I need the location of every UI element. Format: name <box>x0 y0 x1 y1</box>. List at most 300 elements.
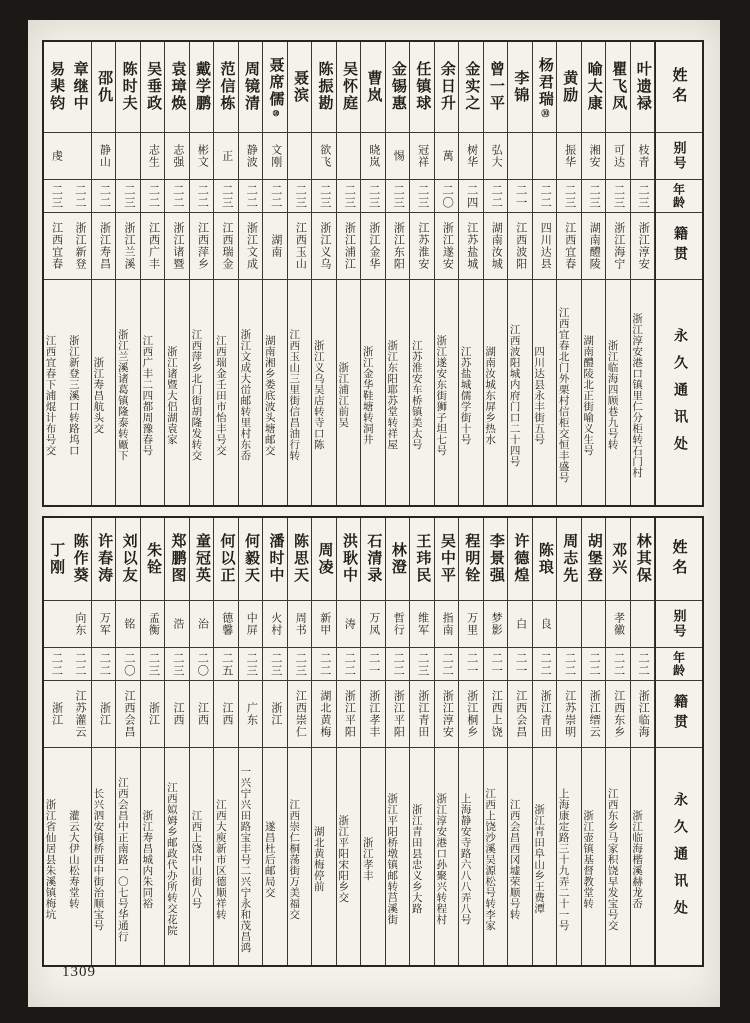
person-name: 瞿飞凤 <box>610 61 627 112</box>
person-age: 二二 <box>98 183 111 209</box>
person-name-cell <box>263 42 286 133</box>
person-age: 二三 <box>416 651 429 677</box>
person-age: 二一 <box>514 183 527 209</box>
person-alias-cell <box>239 601 262 648</box>
person-name: 金锡惠 <box>389 61 406 112</box>
person-address-cell <box>582 280 605 505</box>
person-address: 江西宜春北门外栗村信柜交恒丰盛号 <box>557 307 569 483</box>
person-name: 曹岚 <box>365 69 382 104</box>
person-column <box>484 518 508 965</box>
person-name: 叶遗禄 <box>634 61 651 112</box>
person-native-place: 江西广丰 <box>147 222 160 270</box>
person-age-cell <box>410 648 433 681</box>
registry-table-top <box>42 40 704 507</box>
person-address: 长兴泗安镇桥西中街治顺宝号 <box>92 787 104 931</box>
person-native-cell <box>361 681 384 748</box>
person-address-cell <box>92 748 115 965</box>
person-name: 金实之 <box>463 61 480 112</box>
person-alias: 周书 <box>294 612 307 636</box>
person-age: 二二 <box>269 183 282 209</box>
person-native-place: 江西萍乡 <box>196 222 209 270</box>
person-column <box>263 42 287 505</box>
person-age: 二四 <box>465 183 478 209</box>
person-address: 浙江淳安港口镇里仁分柜转石门村 <box>631 312 643 478</box>
person-alias-cell <box>533 133 556 180</box>
person-alias-cell <box>92 133 115 180</box>
person-address-cell <box>239 280 262 505</box>
person-address-cell <box>410 748 433 965</box>
person-address: 上海康定路三十九弄二十一号 <box>557 787 569 931</box>
person-native-place: 浙江临海 <box>637 690 650 738</box>
person-name-cell <box>582 518 605 601</box>
person-address-cell <box>386 280 409 505</box>
person-column <box>410 518 434 965</box>
person-name: 章继中 <box>71 61 88 112</box>
person-alias: 涛 <box>343 618 356 630</box>
person-age: 二〇 <box>196 651 209 677</box>
person-address-cell <box>435 748 458 965</box>
person-age: 二三 <box>563 183 576 209</box>
person-address-cell <box>288 280 311 505</box>
person-native-cell <box>239 681 262 748</box>
person-address: 湖南汝城东屏乡热水 <box>484 345 496 445</box>
person-column <box>67 42 91 505</box>
person-native-cell <box>263 213 286 280</box>
person-alias-cell <box>67 133 90 180</box>
person-name: 范信栋 <box>218 61 235 112</box>
person-alias: 湘安 <box>588 144 601 168</box>
person-address: 浙江文成大峃邮转里村东岙 <box>239 329 251 461</box>
person-alias: 欲飞 <box>318 144 331 168</box>
person-native-place: 四川达县 <box>539 222 552 270</box>
person-age: 二二 <box>50 651 63 677</box>
person-age-cell <box>141 180 164 213</box>
person-alias: 万凤 <box>367 612 380 636</box>
header-alias <box>656 601 702 648</box>
person-address-cell <box>459 280 482 505</box>
scanned-page <box>28 20 720 1007</box>
person-name: 曾一平 <box>487 61 504 112</box>
person-name: 丁刚 <box>48 541 65 576</box>
person-name: 吴垂政 <box>145 61 162 112</box>
person-column <box>165 42 189 505</box>
person-native-cell <box>631 213 654 280</box>
person-age-cell <box>239 180 262 213</box>
header-native-label: 籍贯 <box>672 226 687 266</box>
person-alias: 浩 <box>171 618 184 630</box>
person-age-cell <box>484 180 507 213</box>
person-name: 郑鹏图 <box>169 533 186 584</box>
person-native-place: 浙江兰溪 <box>123 222 136 270</box>
header-name-label: 姓名 <box>670 67 687 107</box>
person-address-cell <box>44 748 67 965</box>
person-address-cell <box>263 280 286 505</box>
person-column <box>484 42 508 505</box>
person-column <box>582 42 606 505</box>
person-age-cell <box>165 180 188 213</box>
person-native-cell <box>190 681 213 748</box>
person-age-cell <box>288 648 311 681</box>
person-native-place: 浙江青田 <box>416 690 429 738</box>
header-name-label: 姓名 <box>670 539 687 579</box>
person-name-cell <box>410 518 433 601</box>
person-name-cell <box>67 42 90 133</box>
person-age-cell <box>606 180 629 213</box>
person-age: 二三 <box>220 183 233 209</box>
person-column <box>116 518 140 965</box>
person-native-cell <box>533 681 556 748</box>
person-address-cell <box>361 280 384 505</box>
person-age: 二三 <box>343 183 356 209</box>
person-native-place: 江西玉山 <box>294 222 307 270</box>
person-age: 二二 <box>318 651 331 677</box>
person-name-cell <box>533 42 556 133</box>
person-name: 刘以友 <box>120 533 137 584</box>
person-age-cell <box>337 180 360 213</box>
person-native-place: 浙江淳安 <box>441 690 454 738</box>
person-age: 二〇 <box>441 183 454 209</box>
person-column <box>533 518 557 965</box>
person-age-cell <box>631 648 654 681</box>
person-column <box>288 42 312 505</box>
person-native-cell <box>92 681 115 748</box>
person-age-cell <box>190 648 213 681</box>
person-address-cell <box>67 280 90 505</box>
person-address: 江西广丰二四都周豫春号 <box>141 334 153 456</box>
person-age: 二三 <box>294 651 307 677</box>
person-alias: 哲行 <box>392 612 405 636</box>
person-age: 二三 <box>612 183 625 209</box>
person-name: 李锦 <box>512 69 529 104</box>
person-age-cell <box>386 180 409 213</box>
person-native-cell <box>484 681 507 748</box>
person-alias-cell <box>410 601 433 648</box>
person-native-place: 江西上饶 <box>490 690 503 738</box>
person-age: 二二 <box>539 183 552 209</box>
person-age-cell <box>263 648 286 681</box>
person-column <box>92 518 116 965</box>
person-address: 江西波阳城内府门口二十四号 <box>508 323 520 467</box>
person-native-cell <box>410 681 433 748</box>
person-native-place: 浙江东阳 <box>392 222 405 270</box>
person-name-cell <box>288 518 311 601</box>
person-age: 二三 <box>294 183 307 209</box>
person-alias-cell <box>44 601 67 648</box>
person-native-cell <box>288 213 311 280</box>
person-address: 江苏盐城儒学街十号 <box>459 345 471 445</box>
person-name: 陈思天 <box>291 533 308 584</box>
person-alias-cell <box>386 133 409 180</box>
person-address-cell <box>312 280 335 505</box>
person-alias: 孝徽 <box>612 612 625 636</box>
person-alias-cell <box>631 133 654 180</box>
person-column <box>67 518 91 965</box>
person-address: 湖南醴陵北正街喻义生号 <box>582 334 594 456</box>
person-column <box>508 518 532 965</box>
person-alias: 树华 <box>465 144 478 168</box>
person-name-cell <box>239 42 262 133</box>
person-name: 许春涛 <box>96 533 113 584</box>
person-alias-cell <box>606 133 629 180</box>
person-native-place: 江苏崇明 <box>563 690 576 738</box>
person-age-cell <box>312 648 335 681</box>
person-age: 二三 <box>588 183 601 209</box>
person-name: 黄励 <box>561 69 578 104</box>
person-name-cell <box>116 518 139 601</box>
person-address: 浙江省仙居县朱溪镇梅坑 <box>44 798 56 920</box>
person-column <box>361 42 385 505</box>
person-address: 江西瑞金壬田市怡丰号交 <box>214 334 226 456</box>
person-alias-cell <box>435 133 458 180</box>
person-name-cell <box>190 42 213 133</box>
person-native-cell <box>337 681 360 748</box>
person-name-cell <box>459 42 482 133</box>
person-address-cell <box>459 748 482 965</box>
person-alias-cell <box>312 133 335 180</box>
person-age: 二一 <box>367 651 380 677</box>
person-address-cell <box>557 280 580 505</box>
person-column <box>361 518 385 965</box>
person-address: 四川达县永丰街五号 <box>533 345 545 445</box>
person-age: 二三 <box>245 651 258 677</box>
person-name: 程明铨 <box>463 533 480 584</box>
person-column <box>44 42 67 505</box>
person-name: 戴学鹏 <box>194 61 211 112</box>
person-address: 浙江义乌吴店转寺口陈 <box>312 340 324 450</box>
person-column <box>141 42 165 505</box>
person-age-cell <box>410 180 433 213</box>
person-native-cell <box>435 681 458 748</box>
person-address: 浙江青田阜山乡王费潭 <box>533 804 545 914</box>
person-age: 二三 <box>392 183 405 209</box>
person-alias-cell <box>288 133 311 180</box>
person-address: 江西上饶沙溪吴源松号转李家 <box>484 787 496 931</box>
header-alias <box>656 133 702 180</box>
person-alias-cell <box>386 601 409 648</box>
person-native-cell <box>386 213 409 280</box>
person-native-place: 湖南醴陵 <box>588 222 601 270</box>
person-name: 易棐钧 <box>48 61 65 112</box>
person-alias-cell <box>533 601 556 648</box>
person-age-cell <box>337 648 360 681</box>
person-name-cell <box>459 518 482 601</box>
header-age-label: 年龄 <box>671 651 686 677</box>
person-age-cell <box>67 648 90 681</box>
person-age-cell <box>44 648 67 681</box>
person-address-cell <box>533 280 556 505</box>
person-native-cell <box>484 213 507 280</box>
person-age: 二二 <box>563 651 576 677</box>
person-alias: 惕 <box>392 150 405 162</box>
person-age: 二二 <box>612 651 625 677</box>
person-native-cell <box>190 213 213 280</box>
header-age <box>656 180 702 213</box>
person-alias-cell <box>361 601 384 648</box>
person-native-cell <box>508 681 531 748</box>
person-age-cell <box>582 180 605 213</box>
person-address-cell <box>190 748 213 965</box>
header-age-label: 年龄 <box>671 183 686 209</box>
person-name: 陈作葵 <box>71 533 88 584</box>
person-alias-cell <box>92 601 115 648</box>
person-address: 浙江临海四顾巷九号转 <box>606 340 618 450</box>
person-alias: 静山 <box>98 144 111 168</box>
page-number: 1309 <box>62 964 96 980</box>
person-native-cell <box>116 213 139 280</box>
person-native-place: 江西东乡 <box>612 690 625 738</box>
person-native-cell <box>435 213 458 280</box>
person-age-cell <box>141 648 164 681</box>
person-native-cell <box>459 681 482 748</box>
person-native-cell <box>533 213 556 280</box>
person-address-cell <box>508 280 531 505</box>
person-address: 江西宜春下浦焜计布号交 <box>44 334 56 456</box>
person-age: 二二 <box>196 183 209 209</box>
person-alias: 德馨 <box>220 612 233 636</box>
person-age-cell <box>557 180 580 213</box>
person-address: 浙江青田县忠义乡大路 <box>410 804 422 914</box>
person-name-cell <box>165 42 188 133</box>
person-column <box>190 518 214 965</box>
person-native-cell <box>557 681 580 748</box>
person-age-cell <box>361 648 384 681</box>
person-column <box>312 42 336 505</box>
person-alias: 弘大 <box>490 144 503 168</box>
person-name: 李景强 <box>487 533 504 584</box>
person-address: 江西姒姆乡邮政代办所转交花院 <box>165 782 177 936</box>
person-address: 浙江诸暨大侣湖袁家 <box>165 345 177 445</box>
person-name: 吴怀庭 <box>340 61 357 112</box>
person-name-cell <box>606 518 629 601</box>
person-native-cell <box>312 681 335 748</box>
person-native-place: 浙江平阳 <box>343 690 356 738</box>
person-name-cell <box>214 518 237 601</box>
person-column <box>92 42 116 505</box>
person-name-cell <box>484 518 507 601</box>
person-address-cell <box>239 748 262 965</box>
table-header-column <box>655 42 702 505</box>
person-name-note: ⑩ <box>271 108 281 118</box>
person-name: 石清录 <box>365 533 382 584</box>
person-native-place: 江苏淮安 <box>416 222 429 270</box>
person-column <box>263 518 287 965</box>
person-alias: 中屏 <box>245 612 258 636</box>
person-native-place: 浙江新登 <box>74 222 87 270</box>
person-alias: 志生 <box>147 144 160 168</box>
person-address: 江西萍乡北门街胡隆发转交 <box>190 329 202 461</box>
person-name-cell <box>239 518 262 601</box>
person-name: 杨君瑞 <box>536 57 553 108</box>
person-age-cell <box>508 648 531 681</box>
person-age: 二三 <box>367 183 380 209</box>
person-address-cell <box>165 748 188 965</box>
person-name-cell <box>312 518 335 601</box>
person-age-cell <box>239 648 262 681</box>
person-native-cell <box>410 213 433 280</box>
person-address-cell <box>606 280 629 505</box>
person-alias-cell <box>288 601 311 648</box>
person-column <box>533 42 557 505</box>
person-address-cell <box>533 748 556 965</box>
person-alias: 萬 <box>441 150 454 162</box>
person-address-cell <box>165 280 188 505</box>
person-address: 浙江孝丰 <box>361 837 373 881</box>
person-alias-cell <box>337 133 360 180</box>
person-native-place: 江西 <box>171 702 184 726</box>
person-alias: 枝青 <box>637 144 650 168</box>
person-name: 周镜清 <box>243 61 259 112</box>
person-native-place: 浙江义乌 <box>318 222 331 270</box>
person-alias-cell <box>484 133 507 180</box>
person-alias-cell <box>435 601 458 648</box>
person-name-cell <box>361 518 384 601</box>
person-address: 江西上饶中山街八号 <box>190 809 202 909</box>
person-native-cell <box>508 213 531 280</box>
person-address-cell <box>116 280 139 505</box>
person-name-cell <box>410 42 433 133</box>
person-alias-cell <box>116 601 139 648</box>
person-age-cell <box>533 648 556 681</box>
header-contact <box>656 748 702 965</box>
person-alias: 虔 <box>50 150 63 162</box>
person-address: 遂昌杜后邮局交 <box>263 820 275 898</box>
person-alias-cell <box>190 601 213 648</box>
person-name-cell <box>508 518 531 601</box>
person-name-cell <box>631 42 654 133</box>
person-name: 王玮民 <box>414 533 431 584</box>
person-name-cell <box>263 518 286 601</box>
person-address-cell <box>484 748 507 965</box>
person-alias-cell <box>410 133 433 180</box>
person-age-cell <box>92 180 115 213</box>
person-name: 胡堡登 <box>585 533 602 584</box>
person-native-place: 江西瑞金 <box>220 222 233 270</box>
person-address-cell <box>361 748 384 965</box>
person-alias-cell <box>214 601 237 648</box>
person-age: 二二 <box>171 183 184 209</box>
person-address: 浙江新登三溪口转路坞口 <box>67 334 79 456</box>
person-native-place: 浙江 <box>98 702 111 726</box>
person-address-cell <box>557 748 580 965</box>
person-name: 林澄 <box>389 541 406 576</box>
person-alias-cell <box>484 601 507 648</box>
person-column <box>582 518 606 965</box>
person-name-cell <box>337 42 360 133</box>
person-address: 浙江平阳桥墩镇邮转莒溪街 <box>386 793 398 925</box>
person-name-cell <box>508 42 531 133</box>
person-alias-cell <box>361 133 384 180</box>
person-native-place: 广东 <box>245 702 258 726</box>
person-age-cell <box>631 180 654 213</box>
header-native <box>656 213 702 280</box>
person-address: 浙江淳安港口孙聚兴转程村 <box>435 793 447 925</box>
person-name-cell <box>435 518 458 601</box>
person-age-cell <box>508 180 531 213</box>
person-address: 江苏淮安车桥镇美太号 <box>410 340 422 450</box>
person-name-cell <box>557 42 580 133</box>
person-native-place: 浙江缙云 <box>588 690 601 738</box>
person-age-cell <box>557 648 580 681</box>
header-name <box>656 42 702 133</box>
person-column <box>337 42 361 505</box>
person-native-place: 江西波阳 <box>514 222 527 270</box>
person-age: 二三 <box>50 183 63 209</box>
person-address: 浙江壶镇基督教堂转 <box>582 809 594 909</box>
person-native-cell <box>44 213 67 280</box>
header-age <box>656 648 702 681</box>
person-age-cell <box>44 180 67 213</box>
person-age-cell <box>214 648 237 681</box>
